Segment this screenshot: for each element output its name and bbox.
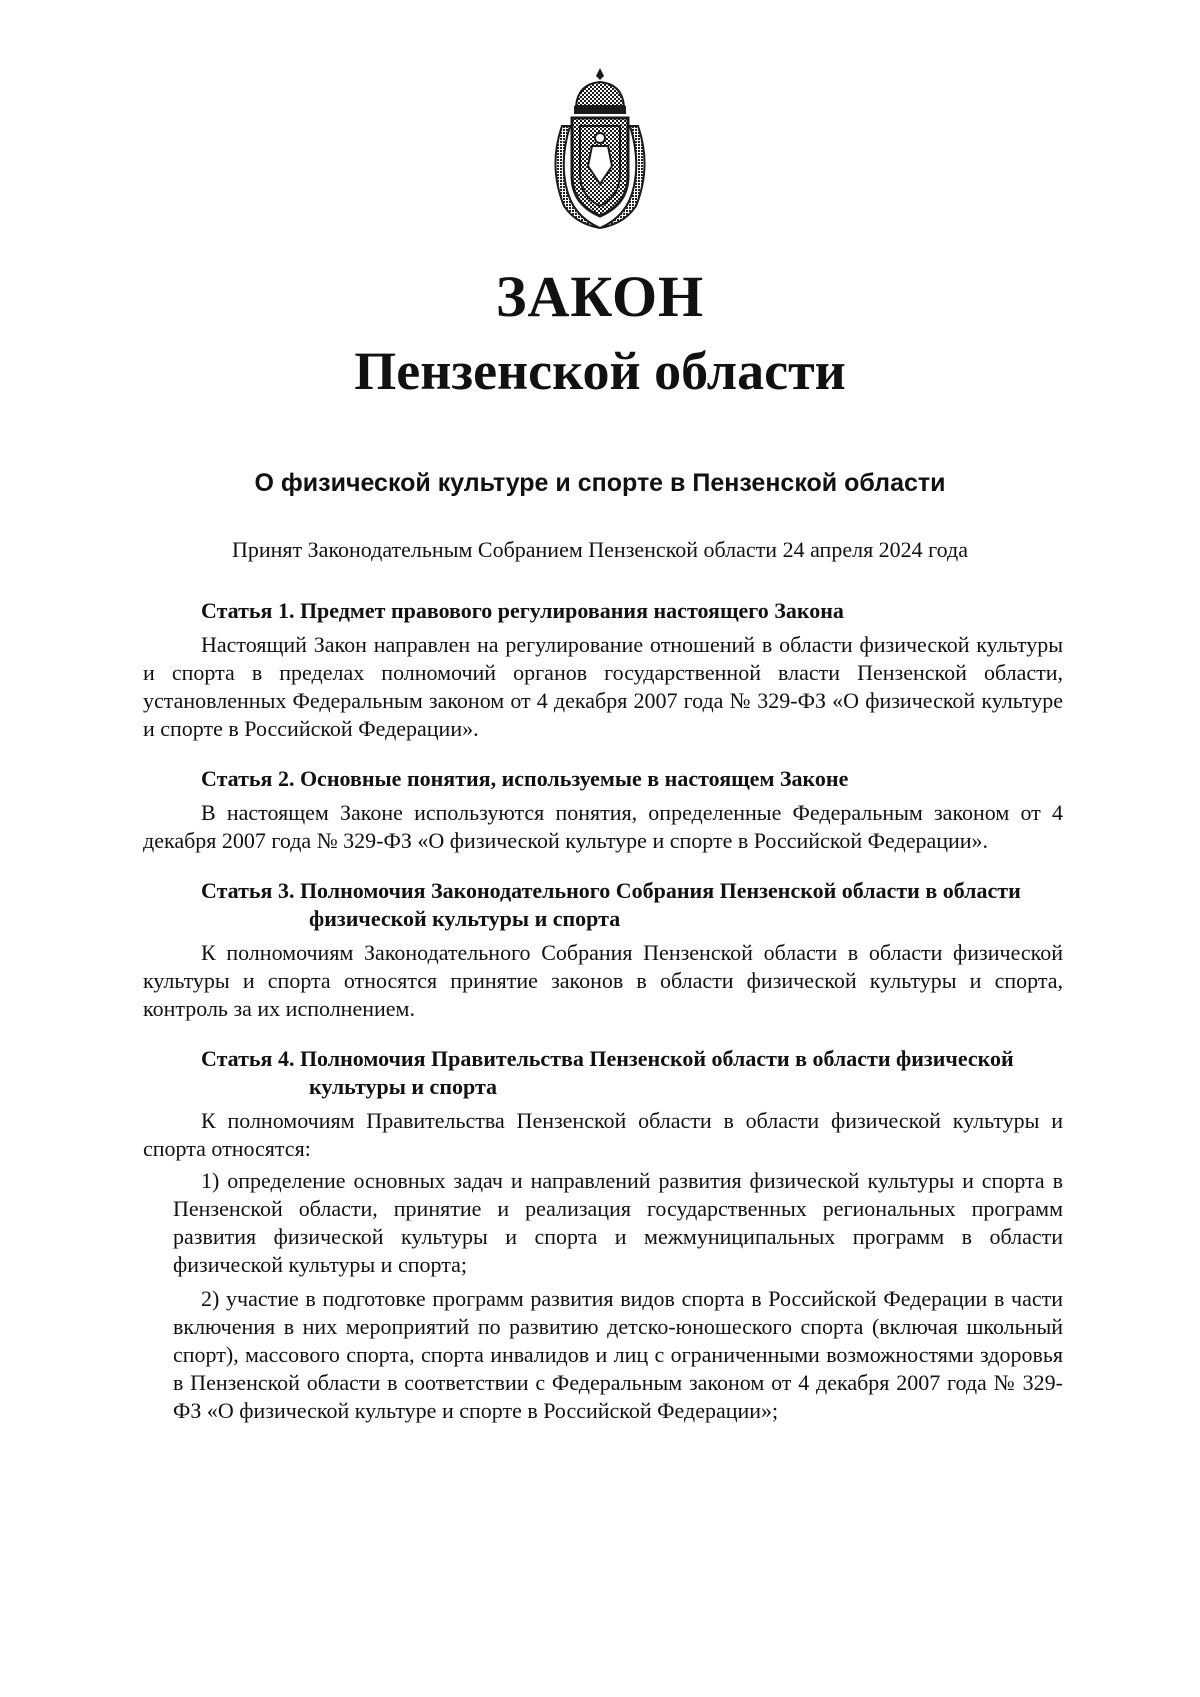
article-paragraph: К полномочиям Законодательного Собрания Пензенской области в области физической культуры и спорта относятся принятие законов в области физической культуры и спорта, контроль за их исполнением. xyxy=(143,940,1063,1021)
adoption-note: Принят Законодательным Собранием Пензенской области 24 апреля 2024 года xyxy=(231,537,968,562)
article-heading: Статья 4. Полномочия Правительства Пензенской области в области физической культуры и спорта xyxy=(201,1046,1014,1099)
document-subtitle: Пензенской области xyxy=(354,341,846,401)
article-heading: Статья 3. Полномочия Законодательного Собрания Пензенской области в области физической культуры и спорта xyxy=(201,878,1021,931)
article-paragraph: Настоящий Закон направлен на регулирование отношений в области физической культуры и спорта в пределах полномочий органов государственной власти Пензенской области, установленных Федеральным законом от 4 декабря 2007 года № 329-ФЗ «О физической культуре и спорте в Российской Федерации». xyxy=(143,632,1063,741)
document-title: ЗАКОН xyxy=(495,264,705,329)
law-body xyxy=(143,597,1063,1425)
article-paragraph: К полномочиям Правительства Пензенской области в области физической культуры и спорта относятся: xyxy=(143,1108,1063,1161)
article-heading: Статья 2. Основные понятия, используемые в настоящем Законе xyxy=(201,766,849,791)
list-item: 1) определение основных задач и направлений развития физической культуры и спорта в Пензенской области, принятие и реализация государственных региональных программ развития физической культуры и спорта и межмуниципальных программ в области физической культуры и спорта; xyxy=(173,1168,1063,1277)
article-paragraph: В настоящем Законе используются понятия, определенные Федеральным законом от 4 декабря 2007 года № 329-ФЗ «О физической культуре и спорте в Российской Федерации». xyxy=(143,800,1063,853)
list-item: 2) участие в подготовке программ развития видов спорта в Российской Федерации в части включения в них мероприятий по развитию детско-юношеского спорта (включая школьный спорт), массового спорта, спорта инвалидов и лиц с ограниченными возможностями здоровья в Пензенской области в соответствии с Федеральным законом от 4 декабря 2007 года № 329-ФЗ «О физической культуре и спорте в Российской Федерации»; xyxy=(173,1286,1063,1423)
coat-of-arms-icon xyxy=(542,66,658,232)
law-name: О физической культуре и спорте в Пензенской области xyxy=(254,469,946,497)
article-heading: Статья 1. Предмет правового регулирования настоящего Закона xyxy=(201,598,844,623)
